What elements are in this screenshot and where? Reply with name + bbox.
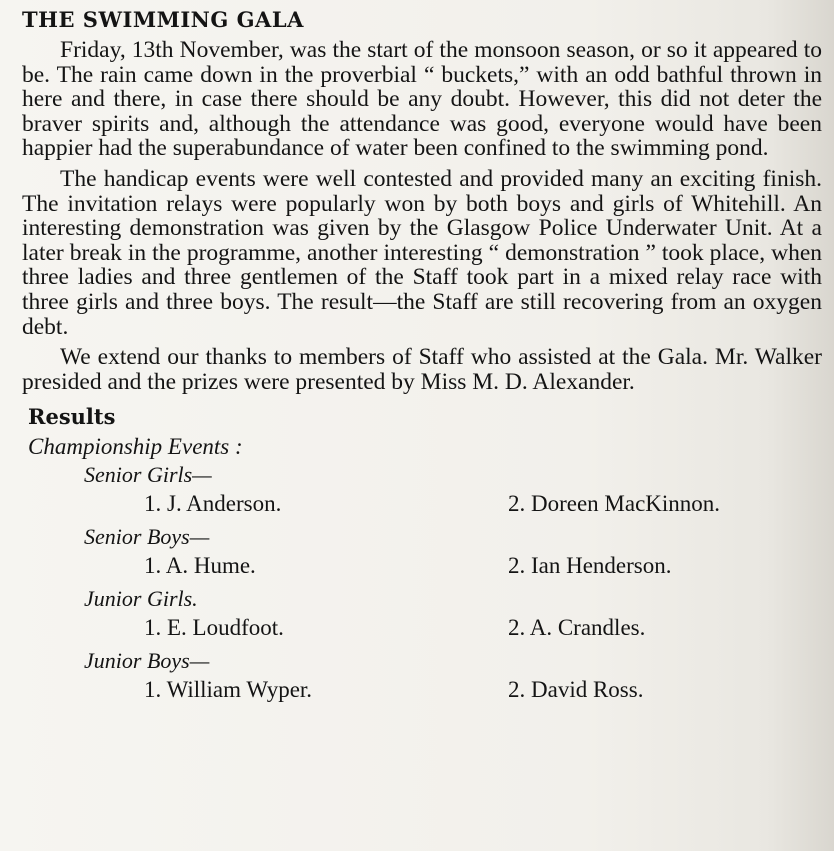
result-row [22,674,822,710]
article [22,2,822,710]
result-group-junior-girls [22,586,822,648]
second-place: 2. A. Crandles. [508,615,646,641]
second-place: 2. Ian Henderson. [508,553,672,579]
category-label: Junior Boys— [84,648,210,674]
second-place: 2. Doreen MacKinnon. [508,491,721,517]
category-label: Senior Boys— [84,524,210,550]
result-group-junior-boys [22,648,822,710]
results-list [22,462,822,710]
paragraph-weather: Friday, 13th November, was the start of the monsoon season, or so it appeared to be. The rain came down in the proverbial “ buckets,” with an odd bathful thrown in here and there, in case there should be any doubt. However, this did not deter the braver spirits and, although the attendance was good, everyone would have been happier had the superabundance of water been confined to the swimming pond. [22,37,822,162]
first-place: 1. E. Loudfoot. [144,615,284,641]
results-heading: Results [28,404,116,430]
championship-heading: Championship Events : [28,434,243,460]
category-label: Senior Girls— [84,462,212,488]
result-group-senior-boys [22,524,822,586]
first-place: 1. J. Anderson. [144,491,282,517]
result-row [22,488,822,524]
paragraph-thanks: We extend our thanks to members of Staff who assisted at the Gala. Mr. Walker presided and the prizes were presented by Miss M. D. Alexander. [22,344,822,395]
category-label: Junior Girls. [84,586,198,612]
result-row [22,550,822,586]
result-row [22,612,822,648]
result-group-senior-girls [22,462,822,524]
first-place: 1. A. Hume. [144,553,256,579]
first-place: 1. William Wyper. [144,677,313,703]
article-title: THE SWIMMING GALA [22,7,304,32]
second-place: 2. David Ross. [508,677,644,703]
paragraph-events: The handicap events were well contested and provided many an exciting finish. The invitation relays were popularly won by both boys and girls of Whitehill. An interesting demonstration was given by the Glasgow Police Underwater Unit. At a later break in the programme, another interesting “ demonstration ” took place, when three ladies and three gentlemen of the Staff took part in a mixed relay race with three girls and three boys. The result—the Staff are still recovering from an oxygen debt. [22,165,822,340]
